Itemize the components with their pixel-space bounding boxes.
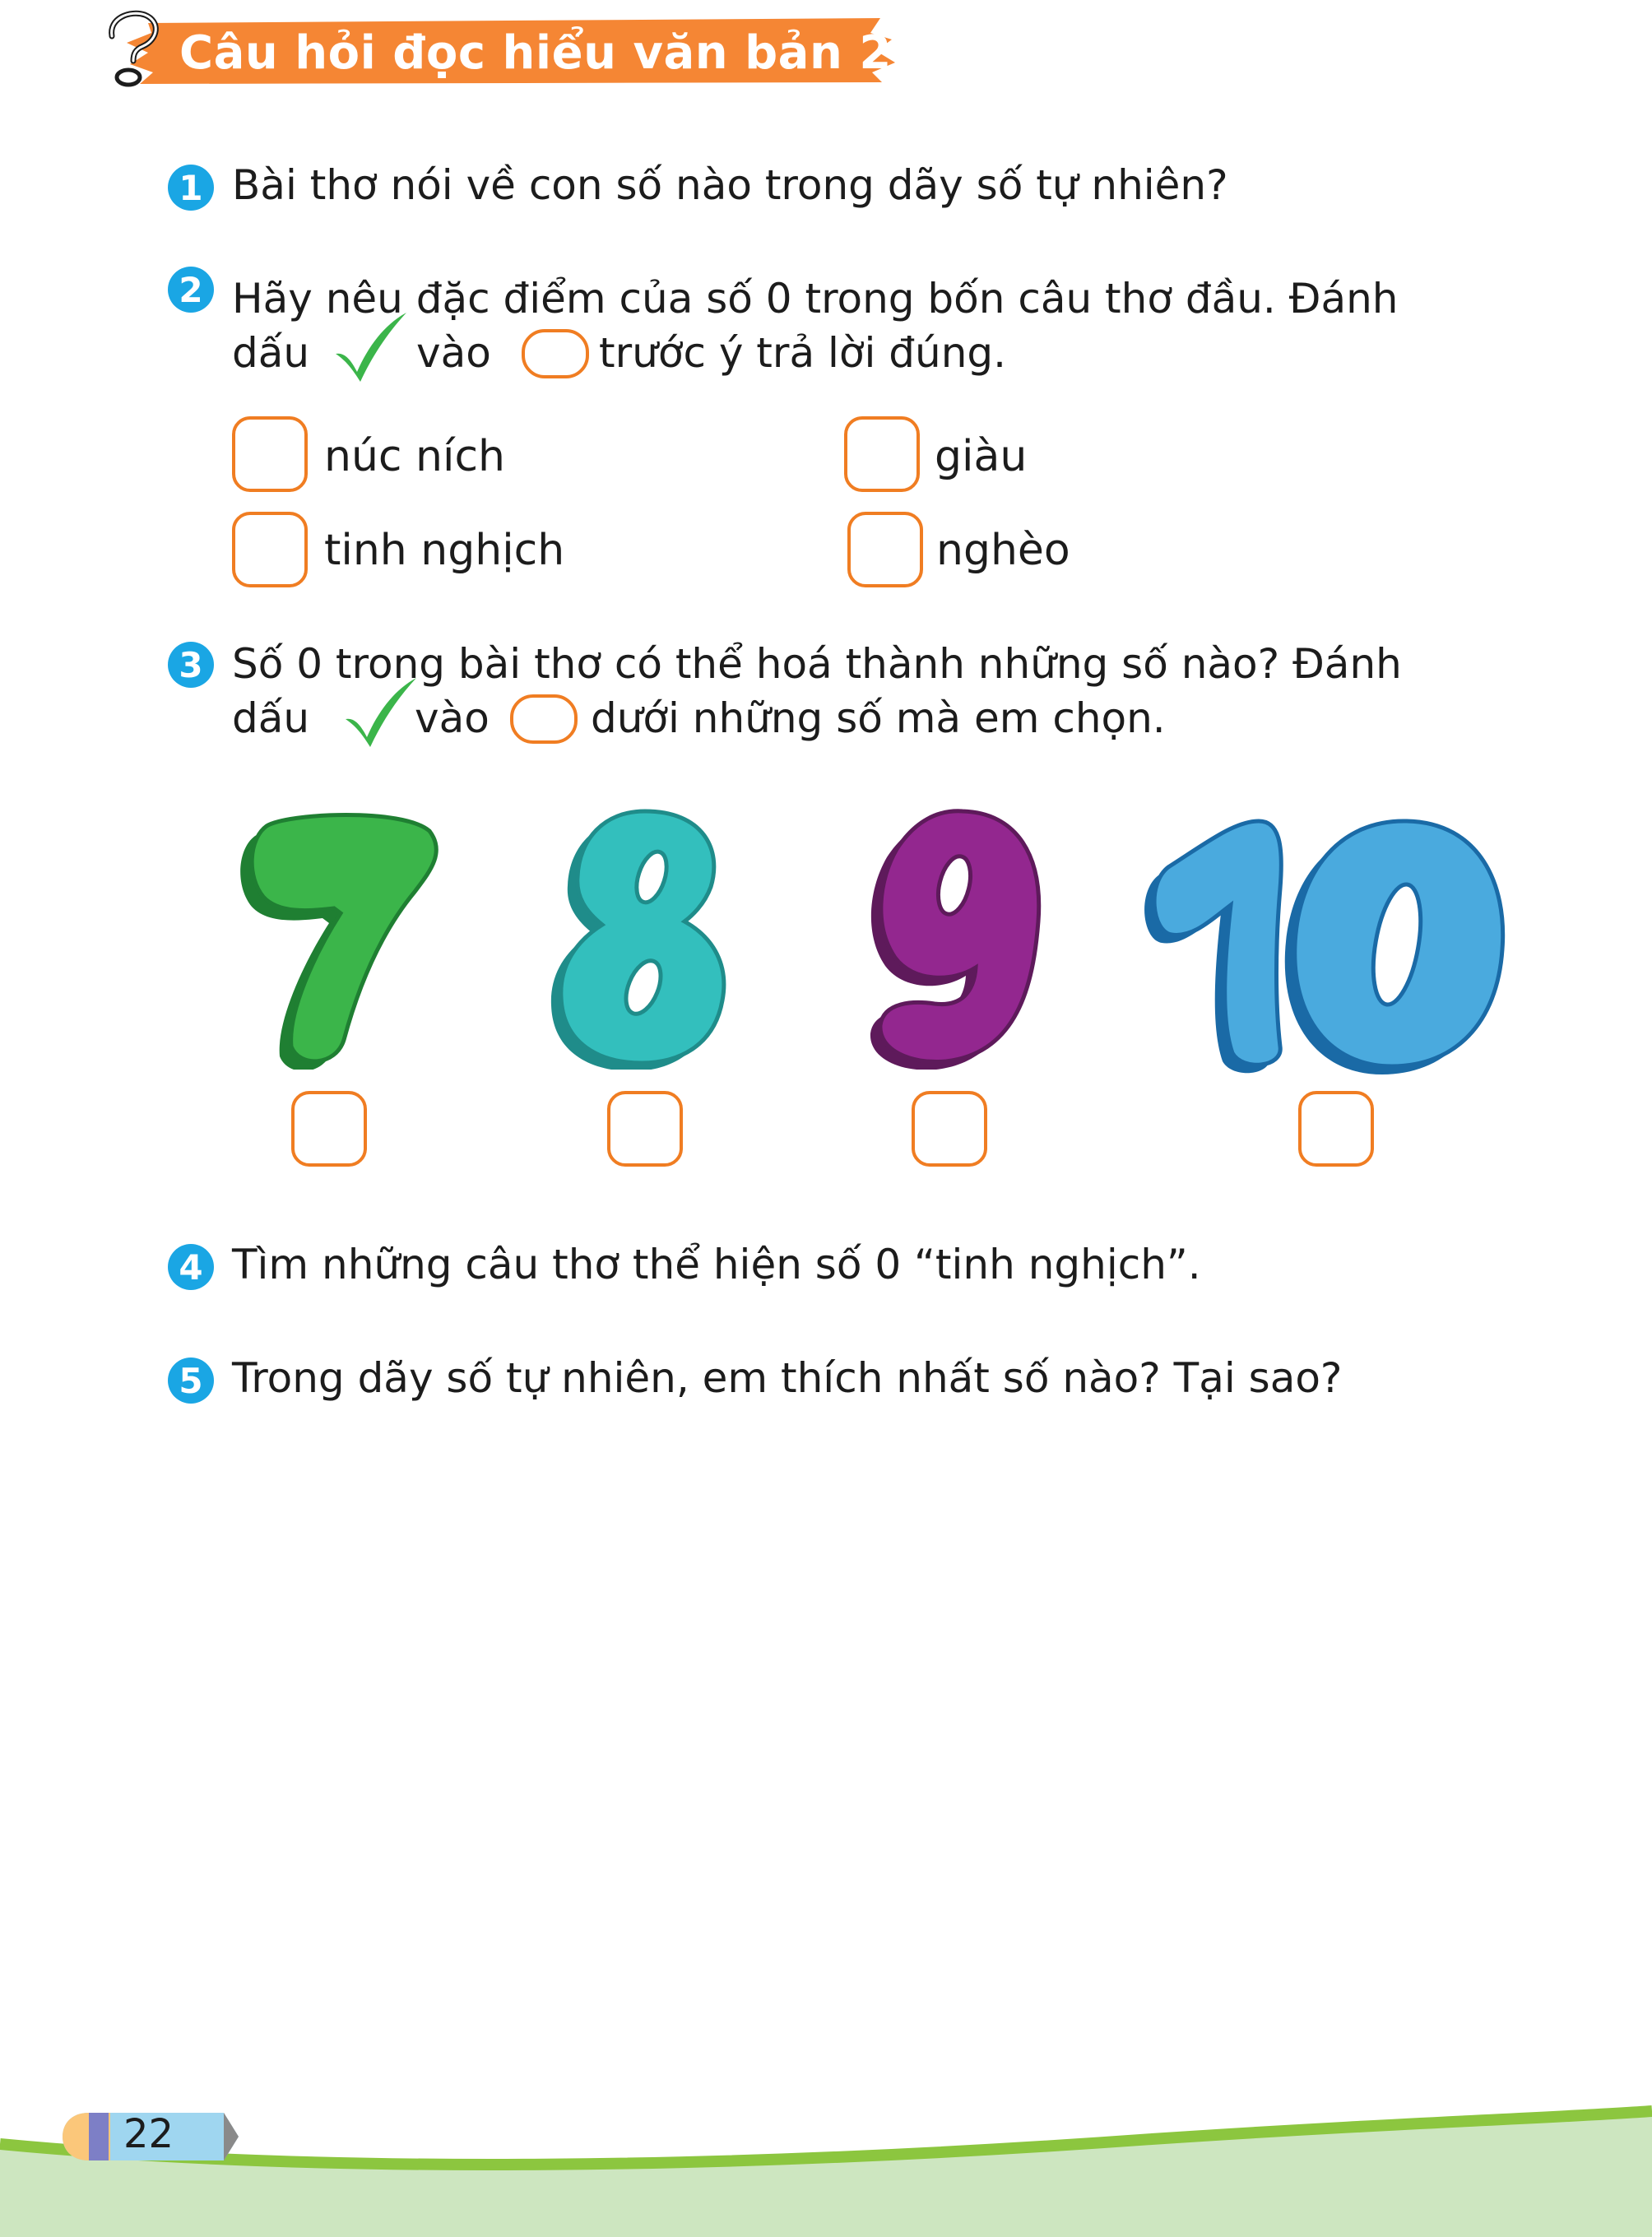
checkbox-under-7[interactable] — [291, 1091, 367, 1167]
question-number-2: 2 — [168, 267, 214, 313]
question-3-line2-a: dấu — [232, 694, 310, 742]
section-title-banner — [115, 15, 897, 86]
option-checkbox-giau[interactable] — [844, 416, 920, 492]
question-3-line2-b: vào — [415, 694, 490, 742]
question-2-line2-a: dấu — [232, 329, 310, 377]
digit-8-graphic — [546, 806, 744, 1070]
option-checkbox-nuc-nich[interactable] — [232, 416, 308, 492]
question-number-4: 4 — [168, 1244, 214, 1290]
digit-9-graphic — [856, 806, 1053, 1070]
question-5-text: Trong dãy số tự nhiên, em thích nhất số nào? Tại sao? — [232, 1354, 1343, 1402]
option-checkbox-ngheo[interactable] — [847, 512, 923, 587]
digit-7-graphic — [239, 806, 444, 1070]
question-number-1: 1 — [168, 165, 214, 211]
question-4-text: Tìm những câu thơ thể hiện số 0 “tinh nghịch”. — [232, 1241, 1201, 1288]
option-label-ngheo: nghèo — [936, 526, 1070, 575]
question-number-3: 3 — [168, 642, 214, 688]
section-title: Câu hỏi đọc hiểu văn bản 2 — [179, 26, 892, 80]
checkbox-under-10[interactable] — [1298, 1091, 1374, 1167]
digit-10-graphic — [1135, 815, 1514, 1078]
check-mark-icon — [341, 676, 420, 750]
footer-green-wave — [0, 2090, 1652, 2237]
inline-checkbox-sample — [522, 329, 589, 378]
check-mark-icon — [331, 311, 410, 385]
checkbox-under-9[interactable] — [912, 1091, 987, 1167]
question-3-line2-c: dưới những số mà em chọn. — [591, 694, 1166, 742]
question-2-line2-b: vào — [416, 329, 491, 377]
question-3-line1: Số 0 trong bài thơ có thể hoá thành những số nào? Đánh — [232, 640, 1402, 688]
checkbox-under-8[interactable] — [607, 1091, 683, 1167]
question-2-line2-c: trước ý trả lời đúng. — [599, 329, 1007, 377]
question-mark-icon — [97, 7, 171, 89]
question-number-5: 5 — [168, 1358, 214, 1404]
inline-checkbox-sample — [510, 694, 578, 744]
option-label-tinh-nghich: tinh nghịch — [324, 526, 565, 575]
option-checkbox-tinh-nghich[interactable] — [232, 512, 308, 587]
question-2-line1: Hãy nêu đặc điểm của số 0 trong bốn câu thơ đầu. Đánh — [232, 275, 1399, 323]
question-1-text: Bài thơ nói về con số nào trong dãy số tự nhiên? — [232, 161, 1228, 209]
option-label-giau: giàu — [935, 432, 1028, 481]
page-number: 22 — [123, 2111, 174, 2157]
option-label-nuc-nich: núc ních — [324, 432, 505, 481]
